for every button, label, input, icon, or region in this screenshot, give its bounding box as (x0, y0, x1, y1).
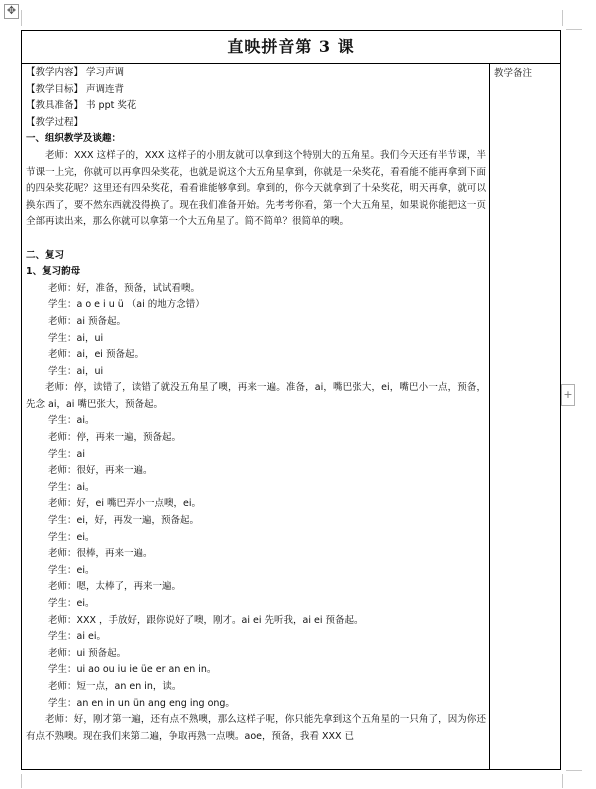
dialogue-line: 老师：好，ei 嘴巴弄小一点噢，ei。 (48, 498, 201, 510)
dialogue-line: 学生：ai。 (48, 481, 95, 493)
field-teaching-process: 【教学过程】 (26, 116, 84, 128)
dialogue-line: 学生：a o e i u ü （ai 的地方念错） (48, 299, 205, 311)
page-guide-right (566, 29, 582, 30)
teacher-long-line: 老师：好，刚才第一遍，还有点不熟噢，那么这样子呢，你只能先拿到这个五角星的一只角了，因为你还有点不熟噢。现在我们来第二遍，争取再熟一点噢。aoe，预备，我看 XXX 已 (26, 714, 486, 742)
teaching-notes-header: 教学备注 (494, 68, 533, 79)
dialogue-line: 老师：很棒，再来一遍。 (48, 548, 153, 560)
dialogue-line: 学生：ai (48, 448, 85, 460)
field-teaching-content: 【教学内容】 学习声调 (26, 67, 125, 78)
field-teaching-goal: 【教学目标】 声调连背 (26, 83, 125, 95)
dialogue-line: 学生：ai ei。 (48, 631, 106, 643)
dialogue-line: 老师：好，准备，预备，试试看噢。 (48, 282, 201, 294)
teacher-long-line: 老师：停，读错了，读错了就没五角星了噢，再来一遍。准备，ai，嘴巴张大，ei，嘴巴小一点，预备，先念 ai，ai 嘴巴张大，预备起。 (26, 382, 486, 410)
section2-subheading: 1、复习韵母 (26, 266, 81, 278)
page-guide-top-right (562, 10, 563, 26)
add-row-handle-icon[interactable]: + (561, 384, 575, 406)
dialogue-line: 学生：an en in un ün ang eng ing ong。 (48, 697, 235, 709)
dialogue-line: 老师：ai 预备起。 (48, 315, 126, 327)
teaching-notes-cell[interactable] (490, 64, 560, 769)
dialogue-line: 学生：ui ao ou iu ie üe er an en in。 (48, 664, 217, 676)
blank-line (26, 231, 486, 248)
section1-heading: 一、组织教学及谈趣： (26, 133, 122, 145)
section2-heading: 二、复习 (26, 249, 65, 261)
table-body-row (22, 64, 560, 769)
lesson-table (21, 30, 561, 770)
dialogue-line: 学生：ai，ui (48, 365, 104, 377)
dialogue-line: 老师：嗯，太棒了，再来一遍。 (48, 581, 182, 593)
page-guide-bottom-left (21, 774, 22, 788)
dialogue-line: 老师：XXX ，手放好，跟你说好了噢，刚才。ai ei 先听我，ai ei 预备起。 (48, 614, 364, 626)
lesson-content-cell[interactable] (22, 64, 490, 769)
dialogue-line: 学生：ei，好，再发一遍，预备起。 (48, 515, 199, 527)
dialogue-line: 老师：短一点，an en in，读。 (48, 680, 182, 692)
dialogue-line: 学生：ei。 (48, 598, 95, 609)
dialogue-line: 学生：ei。 (48, 564, 95, 576)
dialogue-line: 老师：ai，ei 预备起。 (48, 349, 144, 361)
dialogue-line: 老师：很好，再来一遍。 (48, 465, 153, 477)
field-teaching-aids: 【教具准备】 书 ppt 奖花 (26, 100, 137, 112)
dialogue-line: 学生：ai。 (48, 415, 95, 427)
dialogue-line: 老师：停，再来一遍，预备起。 (48, 432, 182, 444)
page-guide-bottom-right-h (566, 770, 582, 771)
dialogue-line: 学生：ai，ui (48, 332, 104, 344)
dialogue-line: 学生：ei。 (48, 531, 95, 543)
dialogue-line: 老师：ui 预备起。 (48, 647, 127, 659)
page-guide-top (21, 10, 22, 26)
document-title: 直映拼音第 3 课 (22, 31, 560, 64)
table-move-handle-icon[interactable]: ✥ (4, 4, 19, 19)
page-guide-bottom-right (562, 774, 563, 788)
section1-paragraph: 老师：XXX 这样子的，XXX 这样子的小朋友就可以拿到这个特别大的五角星。我们今天还有半节课，半节课一上完，你就可以再拿四朵奖花，也就是说这个大五角星拿到，你就是一朵奖花，看看能不能再拿到下面的四朵奖花呢？这里还有四朵奖花，看看谁能够拿到。拿到的，你今天就拿到了十朵奖花，明天再拿，就可以换东西了，要不然东西就没得换了。现在我们准备开始。先考考你看，第一个大五角星，如果说你能把这一页全部再读出来，那么你就可以拿第一个大五角星了。简不简单？很简单的噢。 (26, 149, 486, 228)
